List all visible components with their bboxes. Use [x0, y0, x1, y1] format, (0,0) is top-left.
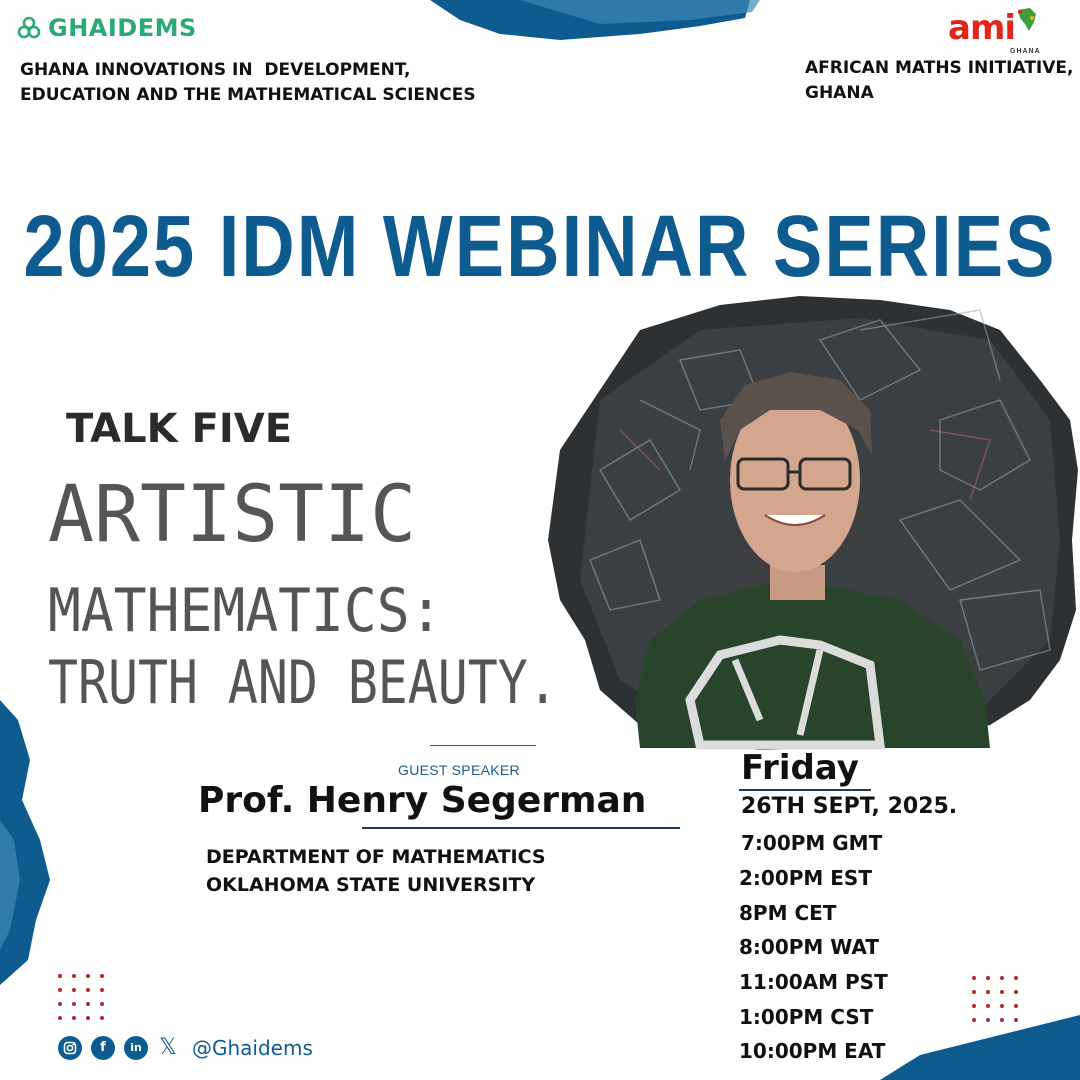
ghaidems-full-name [20, 58, 476, 108]
ghaidems-name-line-2: EDUCATION AND THE MATHEMATICAL SCIENCES [20, 85, 476, 105]
time-pst: 11:00AM PST [739, 970, 888, 994]
ami-name-line-1: AFRICAN MATHS INITIATIVE, [805, 58, 1074, 78]
speaker-name-underline [362, 827, 680, 829]
africa-map-icon [1012, 4, 1042, 34]
right-dot-grid [970, 974, 1022, 1026]
facebook-icon[interactable]: f [91, 1036, 115, 1060]
ghaidems-logo-text: GHAIDEMS [48, 14, 197, 42]
time-cst: 1:00PM CST [739, 1005, 874, 1029]
talk-title-line-3: TRUTH AND BEAUTY. [48, 648, 558, 718]
event-day: Friday [741, 748, 859, 788]
talk-title-line-2: MATHEMATICS: [48, 576, 443, 646]
event-headline: 2025 IDM WEBINAR SERIES [23, 197, 1057, 296]
ghaidems-name-line-1: GHANA INNOVATIONS IN DEVELOPMENT, [20, 60, 411, 80]
x-icon[interactable]: 𝕏 [159, 1035, 177, 1060]
ghaidems-logo [16, 14, 197, 42]
ghaidems-knot-icon [16, 15, 42, 41]
left-dot-grid [56, 972, 108, 1024]
time-eat: 10:00PM EAT [739, 1039, 886, 1063]
ami-logo-text: ami [948, 8, 1016, 48]
ami-logo-subtext: GHANA [1010, 48, 1041, 55]
social-handle[interactable]: @Ghaidems [192, 1035, 313, 1060]
speaker-university: OKLAHOMA STATE UNIVERSITY [206, 874, 536, 896]
linkedin-icon[interactable]: in [124, 1036, 148, 1060]
speaker-divider [430, 745, 536, 746]
speaker-department: DEPARTMENT OF MATHEMATICS [206, 846, 546, 868]
time-gmt: 7:00PM GMT [741, 831, 883, 855]
talk-title-line-1: ARTISTIC [48, 470, 417, 560]
time-cet: 8PM CET [739, 901, 837, 925]
time-est: 2:00PM EST [739, 866, 872, 890]
speaker-name: Prof. Henry Segerman [198, 780, 647, 821]
instagram-glyph [63, 1041, 77, 1055]
talk-number: TALK FIVE [66, 406, 293, 452]
social-links [58, 1035, 313, 1060]
guest-speaker-label: GUEST SPEAKER [398, 762, 520, 778]
ami-logo [948, 8, 1041, 55]
event-date: 26TH SEPT, 2025. [741, 794, 958, 819]
ami-name-line-2: GHANA [805, 83, 874, 103]
time-wat: 8:00PM WAT [739, 935, 879, 959]
ami-full-name [805, 56, 1074, 106]
instagram-icon[interactable] [58, 1036, 82, 1060]
event-day-underline [739, 789, 871, 791]
